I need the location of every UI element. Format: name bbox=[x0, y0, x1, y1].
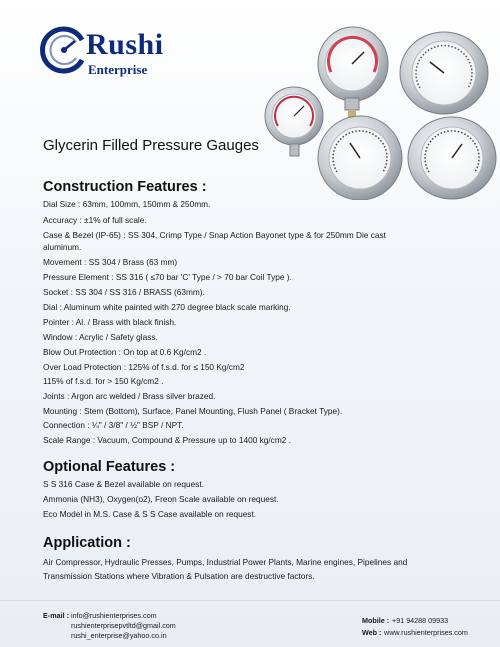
email-link[interactable]: rushi_enterprise@yahoo.co.in bbox=[71, 631, 167, 640]
web-link[interactable]: www.rushienterprises.com bbox=[384, 628, 468, 637]
construction-line: Pointer : Al. / Brass with black finish. bbox=[43, 317, 177, 327]
email-link[interactable]: info@rushienterprises.com bbox=[71, 611, 157, 620]
application-line: Transmission Stations where Vibration & Pulsation are destructive factors. bbox=[43, 571, 315, 581]
gauge-photo-3 bbox=[265, 87, 323, 156]
construction-line: 115% of f.s.d. for > 150 Kg/cm2 . bbox=[43, 376, 164, 386]
construction-line: Dial : Aluminum white painted with 270 degree black scale marking. bbox=[43, 302, 291, 312]
construction-line: Blow Out Protection : On top at 0.6 Kg/cm2 . bbox=[43, 347, 207, 357]
construction-line: Connection : ¼" / 3/8" / ½" BSP / NPT. bbox=[43, 420, 184, 430]
construction-line: Over Load Protection : 125% of f.s.d. for ≤ 150 Kg/cm2 bbox=[43, 362, 245, 372]
logo-brand-name: Rushi bbox=[86, 28, 164, 61]
optional-line: Ammonia (NH3), Oxygen(o2), Freon Scale available on request. bbox=[43, 494, 279, 504]
optional-line: Eco Model in M.S. Case & S S Case available on request. bbox=[43, 509, 257, 519]
gauge-photo-4 bbox=[318, 116, 402, 200]
page-title: Glycerin Filled Pressure Gauges bbox=[43, 137, 259, 154]
gauge-photo-5 bbox=[408, 117, 496, 199]
mobile-label: Mobile : bbox=[362, 616, 390, 625]
construction-line: Socket : SS 304 / SS 316 / BRASS (63mm). bbox=[43, 287, 205, 297]
product-gauges-image bbox=[0, 0, 500, 200]
construction-line: Pressure Element : SS 316 ( ≤70 bar 'C' Type / > 70 bar Coil Type ). bbox=[43, 272, 292, 282]
email-label: E-mail : bbox=[43, 611, 69, 620]
gauge-photo-2 bbox=[400, 32, 488, 114]
optional-features-heading: Optional Features : bbox=[43, 459, 176, 475]
application-heading: Application : bbox=[43, 535, 131, 551]
construction-line: Window : Acrylic / Safety glass. bbox=[43, 332, 158, 342]
gauge-photo-1 bbox=[318, 27, 388, 120]
construction-line: aluminum. bbox=[43, 242, 82, 252]
construction-line: Movement : SS 304 / Brass (63 mm) bbox=[43, 257, 178, 267]
construction-line: Accuracy : ±1% of full scale. bbox=[43, 215, 147, 225]
construction-line: Dial Size : 63mm, 100mm, 150mm & 250mm. bbox=[43, 199, 211, 209]
web-label: Web : bbox=[362, 628, 382, 637]
construction-features-heading: Construction Features : bbox=[43, 179, 207, 195]
construction-line: Scale Range : Vacuum, Compound & Pressure up to 1400 kg/cm2 . bbox=[43, 435, 291, 445]
optional-line: S S 316 Case & Bezel available on request. bbox=[43, 479, 204, 489]
logo-subtitle: Enterprise bbox=[88, 62, 148, 77]
mobile-number: +91 94288 09933 bbox=[392, 616, 449, 625]
construction-line: Joints : Argon arc welded / Brass silver brazed. bbox=[43, 391, 216, 401]
construction-line: Case & Bezel (IP-65) : SS 304, Crimp Type / Snap Action Bayonet type & for 250mm Die cast bbox=[43, 230, 386, 240]
email-link[interactable]: rushienterprisepvtltd@gmail.com bbox=[71, 621, 176, 630]
application-line: Air Compressor, Hydraulic Presses, Pumps, Industrial Power Plants, Marine engines, Pipelines and bbox=[43, 557, 408, 567]
construction-line: Mounting : Stem (Bottom), Surface, Panel Mounting, Flush Panel ( Bracket Type). bbox=[43, 406, 343, 416]
